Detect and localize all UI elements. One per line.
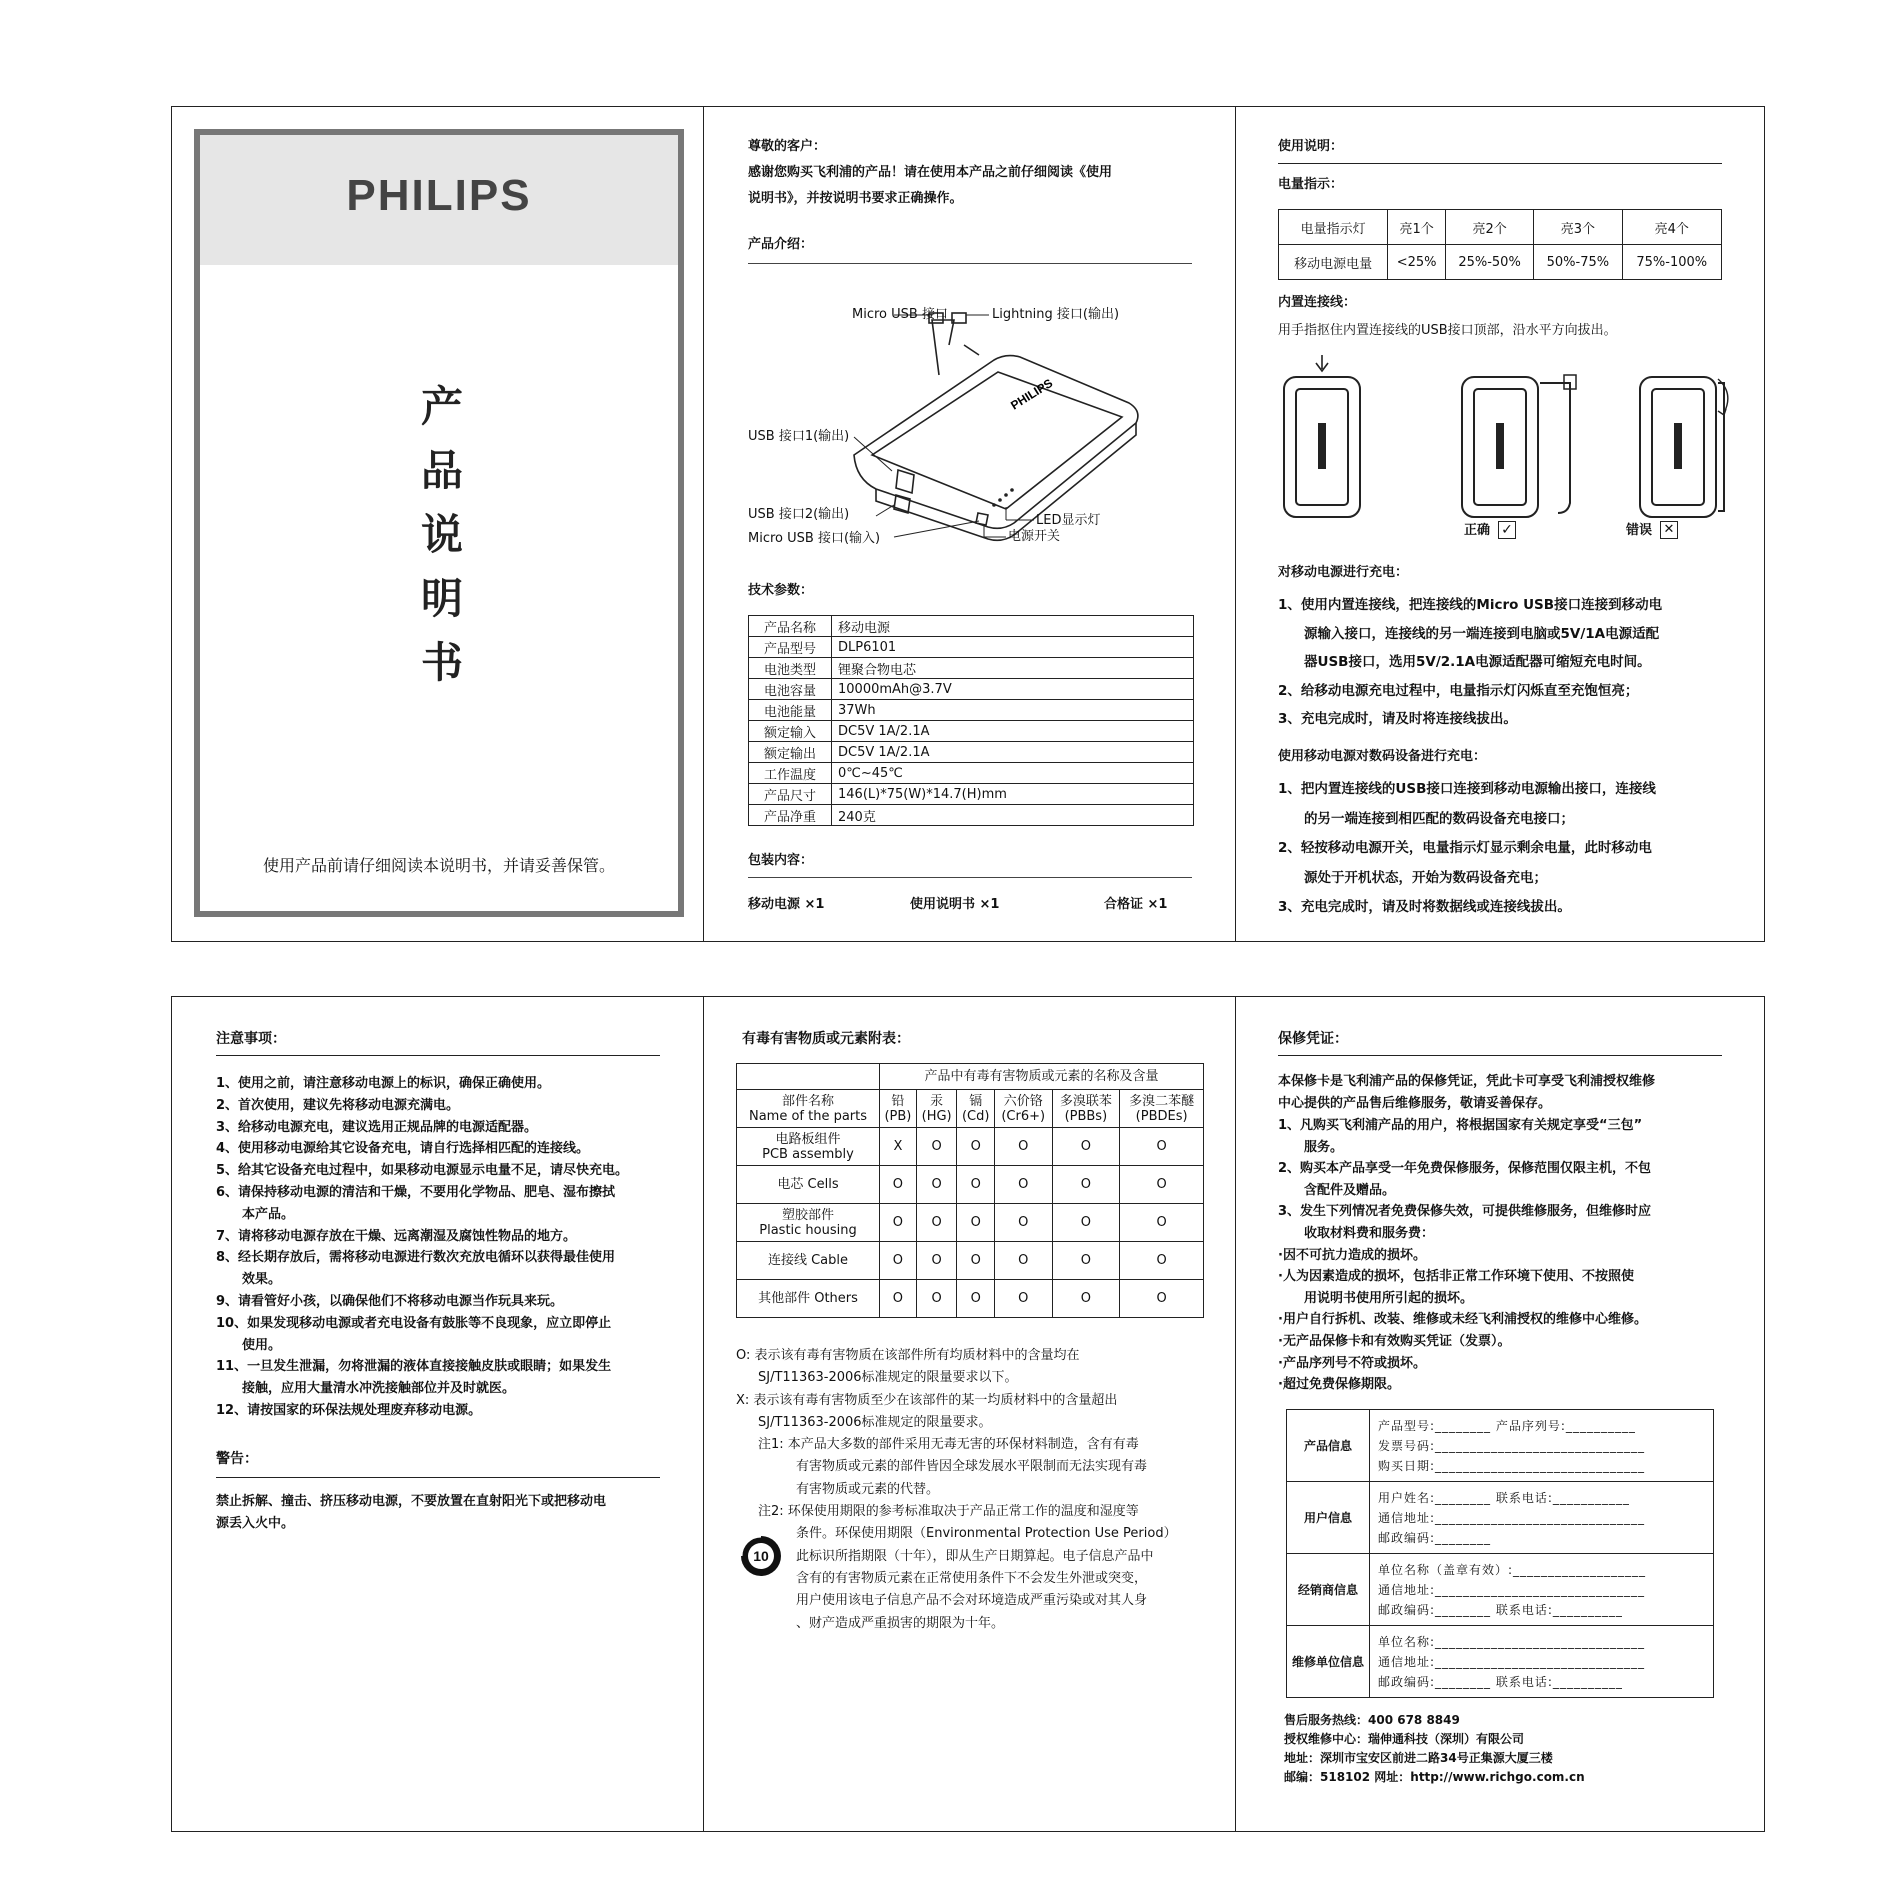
device-heading: 使用移动电源对数码设备进行充电： — [1278, 749, 1487, 764]
spec-key: 电池能量 — [749, 700, 832, 721]
brand-logo: PHILIPS — [346, 171, 532, 220]
part-name-line: 连接线 Cable — [767, 1253, 849, 1268]
intro-panel — [703, 107, 1235, 941]
spec-key: 产品尺寸 — [749, 784, 832, 805]
substance-symbol: (Cr6+) — [1001, 1108, 1046, 1124]
cover-title-char: 明 — [420, 574, 463, 623]
hazard-mark: O — [916, 1242, 957, 1280]
divider — [1278, 163, 1722, 164]
list-item: 1、凡购买飞利浦产品的用户，将根据国家有关规定享受“三包” — [1278, 1118, 1643, 1133]
footnote-line: 有害物质或元素的部件皆因全球发展水平限制而无法实现有毒 — [796, 1459, 1148, 1475]
list-item: 1、把内置连接线的USB接口连接到移动电源输出接口，连接线 — [1278, 781, 1656, 797]
warranty-intro-line: 本保修卡是飞利浦产品的保修凭证，凭此卡可享受飞利浦授权维修 — [1278, 1074, 1656, 1089]
hazard-mark: O — [916, 1128, 957, 1166]
list-item: 1、使用内置连接线，把连接线的Micro USB接口连接到移动电 — [1278, 597, 1663, 613]
list-item: 10、如果发现移动电源或者充电设备有鼓胀等不良现象，应立即停止 — [216, 1315, 612, 1331]
warning-line: 禁止拆解、撞击、挤压移动电源，不要放置在直射阳光下或把移动电 — [216, 1494, 607, 1509]
card-fields — [1370, 1554, 1714, 1626]
card-field-line: 邮政编码:________ 联系电话:__________ — [1378, 1602, 1623, 1617]
level-cell: 亮3个 — [1534, 210, 1622, 245]
warranty-intro-line: 中心提供的产品售后维修服务，敬请妥善保存。 — [1278, 1095, 1552, 1111]
substance-name: 镉 — [969, 1093, 983, 1109]
list-item: 2、首次使用，建议先将移动电源充满电。 — [216, 1097, 460, 1113]
label-micro-usb: Micro USB 接口 — [852, 307, 948, 322]
epup-years: 10 — [753, 1548, 769, 1564]
footnote-line: 用户使用该电子信息产品不会对环境造成严重污染或对其人身 — [796, 1593, 1148, 1609]
card-category: 维修单位信息 — [1287, 1626, 1370, 1698]
spec-row — [749, 742, 1194, 763]
part-header-cn: 部件名称 — [781, 1093, 834, 1109]
package-item: 移动电源 ×1 — [748, 897, 825, 912]
cover-title-char: 品 — [420, 446, 463, 495]
package-heading: 包装内容： — [748, 853, 814, 868]
warranty-intro — [1278, 1071, 1655, 1114]
card-field-line: 通信地址:______________________________ — [1378, 1654, 1646, 1669]
label-usb1: USB 接口1(输出) — [748, 429, 850, 444]
footnote-line: SJ/T11363-2006标准规定的限量要求以下。 — [758, 1370, 1018, 1386]
substance-header — [957, 1090, 995, 1128]
divider — [216, 1477, 660, 1478]
footnote-line: 有害物质或元素的代替。 — [796, 1481, 940, 1497]
card-row — [1287, 1482, 1714, 1554]
list-item: 6、请保持移动电源的清洁和干燥，不要用化学物品、肥皂、湿布擦拭 — [216, 1184, 616, 1200]
service-line: 售后服务热线：400 678 8849 — [1284, 1713, 1460, 1727]
part-name — [737, 1204, 880, 1242]
spec-value: 37Wh — [832, 700, 1194, 721]
hazard-row — [737, 1166, 1204, 1204]
cover-title — [412, 375, 472, 695]
substance-header — [1120, 1090, 1204, 1128]
cover-title-char: 书 — [420, 638, 463, 687]
list-item: 12、请按国家的环保法规处理废弃移动电源。 — [216, 1402, 482, 1418]
level-cell: <25% — [1388, 245, 1446, 280]
footnote-line: 含有的有害物质元素在正常使用条件下不会发生外泄或突变， — [796, 1570, 1148, 1586]
substance-symbol: (PB) — [884, 1108, 912, 1124]
notes-heading: 注意事项： — [216, 1031, 286, 1047]
substance-symbol: (PBDEs) — [1135, 1108, 1188, 1124]
label-micro-usb-in: Micro USB 接口(输入) — [748, 531, 881, 546]
card-row — [1287, 1554, 1714, 1626]
card-fields — [1370, 1482, 1714, 1554]
level-table — [1278, 209, 1722, 280]
part-header-en: Name of the parts — [748, 1108, 868, 1124]
list-item: 7、请将移动电源存放在干燥、远离潮湿及腐蚀性物品的地方。 — [216, 1228, 577, 1244]
card-category: 用户信息 — [1287, 1482, 1370, 1554]
hazard-row — [737, 1128, 1204, 1166]
part-name — [737, 1166, 880, 1204]
card-field-line: 用户姓名:________ 联系电话:___________ — [1378, 1490, 1630, 1505]
service-line: 授权维修中心：瑞伸通科技（深圳）有限公司 — [1284, 1732, 1525, 1746]
footnote-line: SJ/T11363-2006标准规定的限量要求。 — [758, 1414, 992, 1430]
list-item: 8、经长期存放后，需将移动电源进行数次充放电循环以获得最佳使用 — [216, 1250, 616, 1266]
hazard-row — [737, 1204, 1204, 1242]
spec-value: 240克 — [832, 805, 1194, 826]
part-name — [737, 1242, 880, 1280]
spec-heading: 技术参数： — [748, 583, 814, 598]
hazard-mark: O — [994, 1242, 1052, 1280]
spec-key: 工作温度 — [749, 763, 832, 784]
usage-heading: 使用说明： — [1278, 139, 1344, 154]
substance-header — [916, 1090, 957, 1128]
level-cell: 75%-100% — [1622, 245, 1722, 280]
check-box-icon: ✓ — [1498, 521, 1516, 539]
spec-key: 电池容量 — [749, 679, 832, 700]
hazard-mark: O — [994, 1204, 1052, 1242]
card-fields — [1370, 1410, 1714, 1482]
list-item: 用说明书使用所引起的损坏。 — [1304, 1290, 1474, 1306]
hazard-mark: O — [880, 1166, 917, 1204]
part-name — [737, 1128, 880, 1166]
footnote-line: 条件。环保使用期限（Environmental Protection Use Period） — [796, 1526, 1177, 1542]
hazard-mark: O — [957, 1166, 995, 1204]
list-item: 收取材料费和服务费： — [1304, 1225, 1435, 1241]
correct-label: 正确 — [1464, 523, 1491, 538]
cable-illustration — [1278, 353, 1738, 533]
warning-heading: 警告： — [216, 1451, 258, 1467]
spec-value: DLP6101 — [832, 637, 1194, 658]
hazard-mark: O — [916, 1280, 957, 1318]
warranty-terms — [1278, 1115, 1651, 1396]
service-info — [1284, 1711, 1585, 1787]
footnote-line: O: 表示该有毒有害物质在该部件所有均质材料中的含量均在 — [736, 1348, 1080, 1363]
intro-line: 感谢您购买飞利浦的产品！请在使用本产品之前仔细阅读《使用 — [748, 165, 1113, 180]
spec-row — [749, 658, 1194, 679]
substance-header — [1052, 1090, 1120, 1128]
spec-value: 146(L)*75(W)*14.7(H)mm — [832, 784, 1194, 805]
substance-name: 多溴二苯醚 — [1129, 1093, 1195, 1109]
service-line: 地址：深圳市宝安区前进二路34号正集源大厦三楼 — [1284, 1751, 1553, 1765]
list-item: 2、给移动电源充电过程中，电量指示灯闪烁直至充饱恒亮； — [1278, 682, 1639, 699]
card-field-line: 通信地址:______________________________ — [1378, 1510, 1646, 1525]
hazard-mark: O — [994, 1166, 1052, 1204]
package-item: 使用说明书 ×1 — [910, 897, 1000, 912]
hazard-mark: O — [1120, 1242, 1204, 1280]
hazard-mark: O — [1052, 1204, 1120, 1242]
part-name-line: PCB assembly — [762, 1146, 854, 1162]
spec-key: 电池类型 — [749, 658, 832, 679]
substance-symbol: (Cd) — [961, 1108, 990, 1124]
level-cell: 亮1个 — [1388, 210, 1446, 245]
list-item: 3、充电完成时，请及时将数据线或连接线拔出。 — [1278, 899, 1571, 915]
hazard-panel — [703, 997, 1235, 1831]
substance-header — [994, 1090, 1052, 1128]
hazard-mark: O — [957, 1280, 995, 1318]
level-cell: 电量指示灯 — [1279, 210, 1388, 245]
hazard-mark: O — [1052, 1242, 1120, 1280]
spec-row — [749, 616, 1194, 637]
warning-text — [216, 1491, 606, 1535]
hazard-footnotes — [736, 1345, 1177, 1635]
manual-sheet-front — [171, 106, 1765, 942]
list-item: 源处于开机状态，开始为数码设备充电； — [1304, 869, 1547, 886]
part-name-line: 其他部件 Others — [758, 1291, 858, 1306]
charge-heading: 对移动电源进行充电： — [1278, 565, 1409, 580]
hazard-row — [737, 1242, 1204, 1280]
charge-list — [1278, 591, 1662, 734]
card-field-line: 单位名称（盖章有效）:___________________ — [1378, 1562, 1647, 1577]
hazard-group-header: 产品中有毒有害物质或元素的名称及含量 — [880, 1064, 1204, 1090]
list-item: 1、使用之前，请注意移动电源上的标识，确保正确使用。 — [216, 1076, 551, 1091]
footnote-line: X: 表示该有毒有害物质至少在该部件的某一均质材料中的含量超出 — [736, 1392, 1118, 1408]
substance-name: 汞 — [930, 1093, 944, 1109]
card-field-line: 产品型号:________ 产品序列号:__________ — [1378, 1418, 1636, 1433]
list-item: 效果。 — [242, 1272, 282, 1288]
card-field-line: 单位名称:______________________________ — [1378, 1634, 1646, 1649]
spec-row — [749, 637, 1194, 658]
spec-row — [749, 679, 1194, 700]
hazard-mark: O — [957, 1204, 995, 1242]
spec-key: 产品型号 — [749, 637, 832, 658]
level-cell: 亮2个 — [1445, 210, 1533, 245]
greeting: 尊敬的客户： — [748, 139, 827, 154]
card-category: 产品信息 — [1287, 1410, 1370, 1482]
footnote-line: 注1: 本产品大多数的部件采用无毒无害的环保材料制造，含有有毒 — [758, 1437, 1139, 1453]
hazard-mark: O — [880, 1280, 917, 1318]
warning-line: 源丢入火中。 — [216, 1516, 295, 1531]
spec-key: 额定输出 — [749, 742, 832, 763]
spec-row — [749, 721, 1194, 742]
hazard-mark: O — [880, 1242, 917, 1280]
card-field-line: 发票号码:______________________________ — [1378, 1438, 1646, 1453]
hazard-mark: O — [1120, 1166, 1204, 1204]
card-fields — [1370, 1626, 1714, 1698]
spec-value: 0℃~45℃ — [832, 763, 1194, 784]
cover-panel — [172, 107, 703, 941]
level-heading: 电量指示： — [1278, 177, 1344, 192]
divider — [748, 877, 1192, 878]
list-item: ·因不可抗力造成的损坏。 — [1278, 1247, 1426, 1263]
list-item: 3、充电完成时，请及时将连接线拔出。 — [1278, 711, 1517, 727]
spec-row — [749, 784, 1194, 805]
list-item: 使用。 — [242, 1337, 282, 1353]
spec-value: DC5V 1A/2.1A — [832, 742, 1194, 763]
card-field-line: 邮政编码:________ — [1378, 1530, 1492, 1545]
divider — [1278, 1055, 1722, 1056]
list-item: 3、给移动电源充电，建议选用正规品牌的电源适配器。 — [216, 1119, 538, 1135]
substance-symbol: (PBBs) — [1064, 1108, 1108, 1124]
hazard-mark: O — [994, 1280, 1052, 1318]
spec-value: 锂聚合物电芯 — [832, 658, 1194, 679]
product-heading: 产品介绍： — [748, 237, 814, 252]
spec-key: 产品净重 — [749, 805, 832, 826]
hazard-mark: O — [957, 1128, 995, 1166]
hazard-mark: O — [1120, 1280, 1204, 1318]
cover-title-char: 说 — [420, 510, 463, 559]
list-item: 2、购买本产品享受一年免费保修服务，保修范围仅限主机，不包 — [1278, 1161, 1652, 1177]
level-cell: 移动电源电量 — [1279, 245, 1388, 280]
list-item: 2、轻按移动电源开关，电量指示灯显示剩余电量，此时移动电 — [1278, 840, 1652, 856]
list-item: ·人为因素造成的损坏，包括非正常工作环境下使用、不按照使 — [1278, 1269, 1634, 1285]
label-power: 电源开关 — [1008, 529, 1061, 544]
spec-row — [749, 700, 1194, 721]
hazard-mark: O — [916, 1166, 957, 1204]
hazard-mark: O — [1052, 1166, 1120, 1204]
substance-symbol: (HG) — [921, 1108, 952, 1124]
warranty-heading: 保修凭证： — [1278, 1031, 1348, 1047]
list-item: 本产品。 — [242, 1206, 295, 1222]
card-field-line: 邮政编码:________ 联系电话:__________ — [1378, 1674, 1623, 1689]
card-field-line: 通信地址:______________________________ — [1378, 1582, 1646, 1597]
level-cell: 亮4个 — [1622, 210, 1722, 245]
footnote-line: 、财产造成严重损害的期限为十年。 — [796, 1615, 1005, 1631]
substance-name: 多溴联苯 — [1059, 1093, 1112, 1109]
list-item: 9、请看管好小孩，以确保他们不将移动电源当作玩具来玩。 — [216, 1293, 564, 1309]
spec-row — [749, 763, 1194, 784]
divider — [216, 1055, 660, 1056]
hazard-heading: 有毒有害物质或元素附表： — [742, 1031, 910, 1047]
spec-key: 产品名称 — [749, 616, 832, 637]
part-name-line: 塑胶部件 — [781, 1207, 834, 1223]
list-item: 5、给其它设备充电过程中，如果移动电源显示电量不足，请尽快充电。 — [216, 1163, 629, 1179]
label-usb2: USB 接口2(输出) — [748, 507, 850, 522]
manual-sheet-back — [171, 996, 1765, 1832]
hazard-mark: O — [1120, 1204, 1204, 1242]
warranty-card — [1286, 1409, 1714, 1698]
spec-table — [748, 615, 1194, 826]
intro-line: 说明书》，并按说明书要求正确操作。 — [748, 191, 963, 206]
hazard-mark: O — [1052, 1128, 1120, 1166]
spec-key: 额定输入 — [749, 721, 832, 742]
label-led: LED显示灯 — [1036, 513, 1101, 528]
usage-panel — [1235, 107, 1766, 941]
footnote-line: 此标识所指期限（十年），即从生产日期算起。电子信息产品中 — [796, 1548, 1154, 1564]
cable-heading: 内置连接线： — [1278, 295, 1357, 310]
label-lightning: Lightning 接口(输出) — [992, 307, 1120, 322]
hazard-mark: O — [994, 1128, 1052, 1166]
cover-note: 使用产品前请仔细阅读本说明书，并请妥善保管。 — [262, 856, 615, 875]
list-item: 含配件及赠品。 — [1304, 1182, 1396, 1198]
cross-box-icon: ✕ — [1660, 521, 1678, 539]
list-item: 11、一旦发生泄漏，勿将泄漏的液体直接接触皮肤或眼睛；如果发生 — [216, 1359, 612, 1375]
part-name-line: 电路板组件 — [775, 1131, 841, 1147]
level-cell: 25%-50% — [1445, 245, 1533, 280]
list-item: 4、使用移动电源给其它设备充电，请自行选择相匹配的连接线。 — [216, 1141, 590, 1157]
epup-logo — [738, 1533, 784, 1579]
package-item: 合格证 ×1 — [1104, 897, 1168, 912]
hazard-mark: X — [880, 1128, 917, 1166]
list-item: ·超过免费保修期限。 — [1278, 1377, 1400, 1393]
list-item: ·用户自行拆机、改装、维修或未经飞利浦授权的维修中心维修。 — [1278, 1312, 1647, 1328]
substance-name: 六价铬 — [1003, 1093, 1043, 1109]
device-list — [1278, 775, 1656, 923]
hazard-mark: O — [916, 1204, 957, 1242]
part-name — [737, 1280, 880, 1318]
hazard-mark: O — [1120, 1128, 1204, 1166]
card-row — [1287, 1410, 1714, 1482]
list-item: 服务。 — [1304, 1139, 1344, 1155]
substance-header — [880, 1090, 917, 1128]
part-name-line: Plastic housing — [759, 1222, 857, 1238]
spec-row — [749, 805, 1194, 826]
hazard-mark: O — [1052, 1280, 1120, 1318]
hazard-row — [737, 1280, 1204, 1318]
hazard-table — [736, 1063, 1204, 1318]
list-item: ·无产品保修卡和有效购买凭证（发票）。 — [1278, 1333, 1511, 1349]
cover-frame — [194, 129, 684, 917]
hazard-mark: O — [957, 1242, 995, 1280]
part-header — [737, 1090, 880, 1128]
footnote-line: 注2: 环保使用期限的参考标准取决于产品正常工作的温度和湿度等 — [758, 1504, 1139, 1520]
substance-name: 铅 — [891, 1093, 905, 1109]
spec-value: 移动电源 — [832, 616, 1194, 637]
list-item: 源输入接口，连接线的另一端连接到电脑或5V/1A电源适配 — [1304, 625, 1660, 642]
spec-value: 10000mAh@3.7V — [832, 679, 1194, 700]
card-category: 经销商信息 — [1287, 1554, 1370, 1626]
card-field-line: 购买日期:______________________________ — [1378, 1458, 1646, 1473]
list-item: 3、发生下列情况者免费保修失效，可提供维修服务，但维修时应 — [1278, 1204, 1652, 1220]
part-name-line: 电芯 Cells — [777, 1177, 839, 1192]
warranty-panel — [1235, 997, 1766, 1831]
list-item: ·产品序列号不符或损坏。 — [1278, 1355, 1426, 1371]
list-item: 接触，应用大量清水冲洗接触部位并及时就医。 — [242, 1381, 516, 1397]
notes-panel — [172, 997, 703, 1831]
list-item: 器USB接口，选用5V/2.1A电源适配器可缩短充电时间。 — [1304, 654, 1651, 670]
spec-value: DC5V 1A/2.1A — [832, 721, 1194, 742]
device-brand: PHILIPS — [1008, 375, 1056, 413]
notes-list — [216, 1073, 628, 1422]
service-line: 邮编：518102 网址：http://www.richgo.com.cn — [1284, 1770, 1585, 1784]
list-item: 的另一端连接到相匹配的数码设备充电接口； — [1304, 810, 1574, 827]
cover-title-char: 产 — [420, 382, 463, 431]
card-row — [1287, 1626, 1714, 1698]
divider — [748, 263, 1192, 264]
wrong-label: 错误 — [1626, 523, 1653, 538]
hazard-mark: O — [880, 1204, 917, 1242]
level-cell: 50%-75% — [1534, 245, 1622, 280]
cable-text: 用手指抠住内置连接线的USB接口顶部，沿水平方向拔出。 — [1278, 323, 1617, 338]
